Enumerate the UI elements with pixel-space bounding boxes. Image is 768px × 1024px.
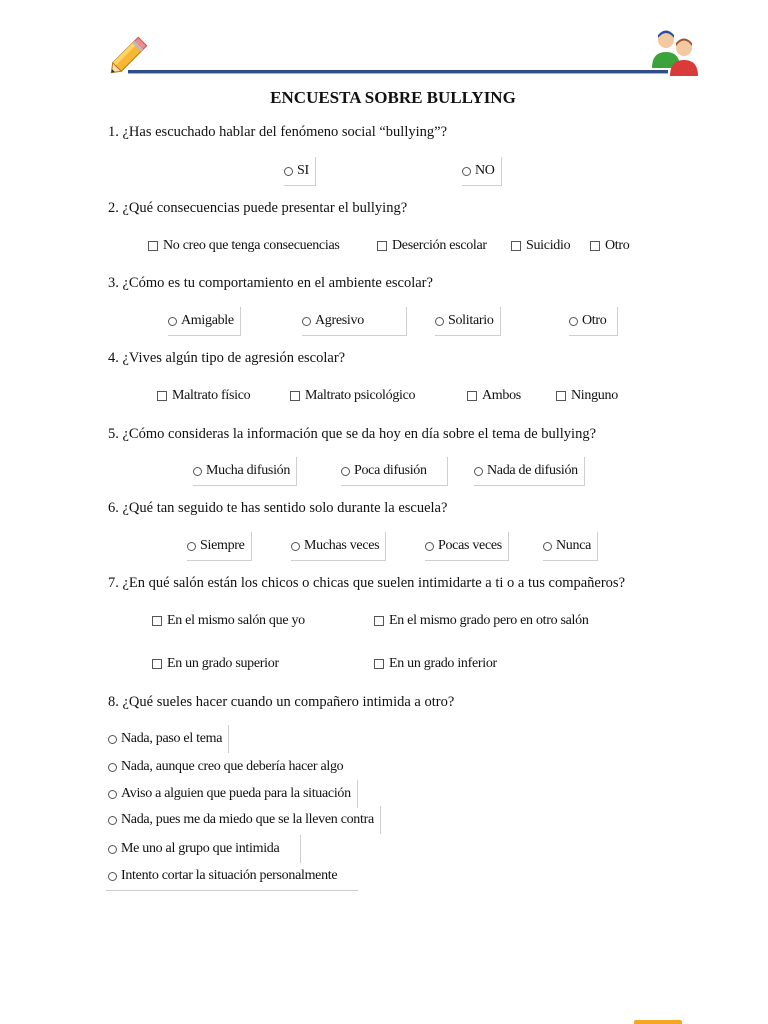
option-siempre[interactable]: Siempre: [187, 532, 252, 561]
question-2: 2. ¿Qué consecuencias puede presentar el bullying?: [108, 200, 408, 216]
radio-icon: [193, 467, 202, 476]
option-grado-superior[interactable]: En un grado superior: [152, 650, 279, 678]
radio-icon: [168, 317, 177, 326]
checkbox-icon: [374, 616, 384, 626]
radio-icon: [108, 763, 117, 772]
option-nada-difusion[interactable]: Nada de difusión: [474, 457, 585, 486]
header-divider: [128, 70, 668, 74]
option-otro-consecuencia[interactable]: Otro: [590, 232, 629, 260]
option-mismo-grado-otro-salon[interactable]: En el mismo grado pero en otro salón: [374, 607, 589, 635]
option-agresivo[interactable]: Agresivo: [302, 307, 407, 336]
question-5: 5. ¿Cómo consideras la información que se da hoy en día sobre el tema de bullying?: [108, 426, 597, 442]
option-nunca[interactable]: Nunca: [543, 532, 598, 561]
radio-icon: [462, 167, 471, 176]
checkbox-icon: [152, 659, 162, 669]
checkbox-icon: [290, 391, 300, 401]
option-desercion-escolar[interactable]: Deserción escolar: [377, 232, 487, 260]
option-ambos[interactable]: Ambos: [467, 382, 521, 410]
option-miedo[interactable]: Nada, pues me da miedo que se la lleven contra: [108, 806, 381, 834]
radio-icon: [284, 167, 293, 176]
option-grado-inferior[interactable]: En un grado inferior: [374, 650, 497, 678]
radio-icon: [341, 467, 350, 476]
checkbox-icon: [157, 391, 167, 401]
checkbox-icon: [467, 391, 477, 401]
checkbox-icon: [152, 616, 162, 626]
option-me-uno[interactable]: Me uno al grupo que intimida: [108, 835, 301, 863]
checkbox-icon: [148, 241, 158, 251]
option-solitario[interactable]: Solitario: [435, 307, 501, 336]
people-icon: [648, 26, 702, 80]
option-maltrato-fisico[interactable]: Maltrato físico: [157, 382, 250, 410]
radio-icon: [108, 790, 117, 799]
option-nada-deberia[interactable]: Nada, aunque creo que debería hacer algo: [108, 753, 343, 781]
question-1: 1. ¿Has escuchado hablar del fenómeno social “bullying”?: [108, 124, 448, 140]
option-no-consecuencias[interactable]: No creo que tenga consecuencias: [148, 232, 340, 260]
radio-icon: [543, 542, 552, 551]
radio-icon: [108, 845, 117, 854]
checkbox-icon: [377, 241, 387, 251]
corner-marker: [634, 1020, 682, 1024]
option-suicidio[interactable]: Suicidio: [511, 232, 570, 260]
option-pocas-veces[interactable]: Pocas veces: [425, 532, 509, 561]
radio-icon: [425, 542, 434, 551]
radio-icon: [187, 542, 196, 551]
question-6: 6. ¿Qué tan seguido te has sentido solo durante la escuela?: [108, 500, 448, 516]
radio-icon: [108, 872, 117, 881]
option-no[interactable]: NO: [462, 157, 502, 186]
option-muchas-veces[interactable]: Muchas veces: [291, 532, 386, 561]
option-maltrato-psicologico[interactable]: Maltrato psicológico: [290, 382, 415, 410]
checkbox-icon: [511, 241, 521, 251]
option-aviso-alguien[interactable]: Aviso a alguien que pueda para la situación: [108, 780, 358, 808]
checkbox-icon: [556, 391, 566, 401]
page-title: ENCUESTA SOBRE BULLYING: [270, 88, 516, 107]
checkbox-icon: [374, 659, 384, 669]
radio-icon: [302, 317, 311, 326]
option-mismo-salon[interactable]: En el mismo salón que yo: [152, 607, 305, 635]
checkbox-icon: [590, 241, 600, 251]
radio-icon: [435, 317, 444, 326]
radio-icon: [474, 467, 483, 476]
radio-icon: [108, 735, 117, 744]
option-poca-difusion[interactable]: Poca difusión: [341, 457, 448, 486]
question-3: 3. ¿Cómo es tu comportamiento en el ambiente escolar?: [108, 275, 433, 291]
question-7: 7. ¿En qué salón están los chicos o chicas que suelen intimidarte a ti o a tus compañeros?: [108, 575, 626, 591]
radio-icon: [569, 317, 578, 326]
question-8: 8. ¿Qué sueles hacer cuando un compañero intimida a otro?: [108, 694, 455, 710]
option-si[interactable]: SI: [284, 157, 316, 186]
question-4: 4. ¿Vives algún tipo de agresión escolar?: [108, 350, 346, 366]
option-mucha-difusion[interactable]: Mucha difusión: [193, 457, 297, 486]
option-intento-cortar[interactable]: Intento cortar la situación personalmente: [108, 862, 337, 890]
option-ninguno[interactable]: Ninguno: [556, 382, 618, 410]
option-amigable[interactable]: Amigable: [168, 307, 241, 336]
option-nada-paso[interactable]: Nada, paso el tema: [108, 725, 229, 753]
radio-icon: [291, 542, 300, 551]
option-otro-comportamiento[interactable]: Otro: [569, 307, 618, 336]
divider-line: [106, 890, 358, 891]
radio-icon: [108, 816, 117, 825]
